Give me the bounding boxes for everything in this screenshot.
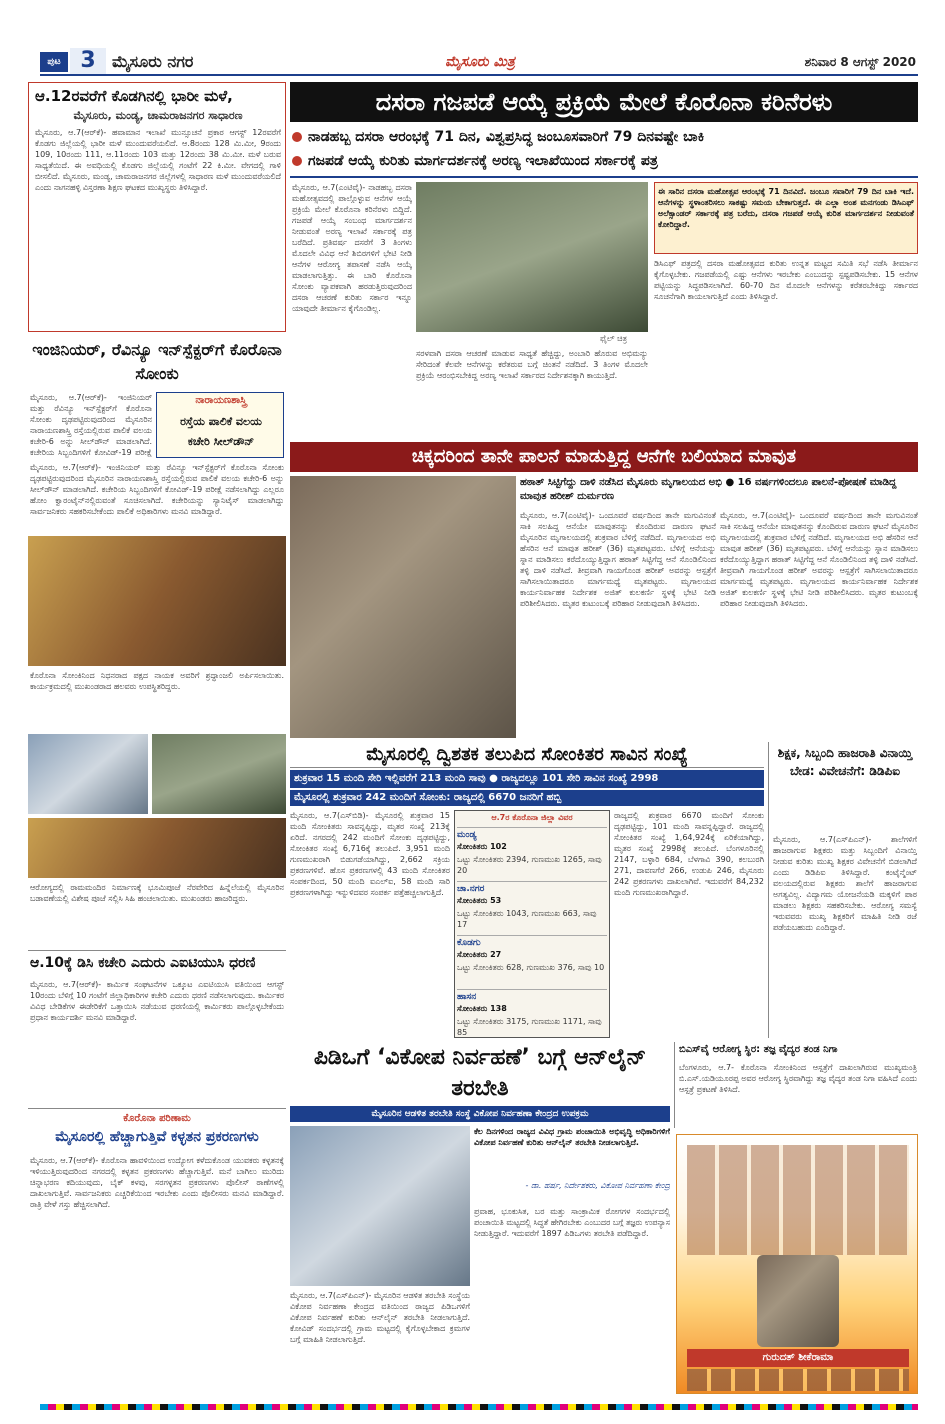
bullet-icon <box>292 132 302 142</box>
pdo-quote-author: - ಡಾ. ಹರ್ಷ, ನಿರ್ದೇಶಕರು, ವಿಕೋಪ ನಿರ್ವಹಣಾ ಕೇಂದ್ರ <box>525 1181 670 1190</box>
subhead: ಮೈಸೂರು, ಮಂಡ್ಯ, ಚಾಮರಾಜನಗರ ಸಾಧಾರಣ <box>73 109 243 122</box>
story-body: ಮೈಸೂರು, ಆ.7(ಎಸ್‌ಪಿಎನ್)- ಶಾಲೆಗಳಿಗೆ ಹಾಜರಾಗುವ ಶಿಕ್ಷಕರು ಮತ್ತು ಸಿಬ್ಬಂದಿಗೆ ವಿನಾಯ್ತಿ ನೀಡುವ ಕುರಿತು ಮುಖ್ಯ ಶಿಕ್ಷಕರ ವಿವೇಚನೆಗೆ ಬಿಡಲಾಗಿದೆ ಎಂದು ಡಿಡಿಪಿಐ ತಿಳಿಸಿದ್ದಾರೆ. ಕಂಟೈನ್ಮೆಂಟ್ ವಲಯದಲ್ಲಿರುವ ಶಿಕ್ಷಕರು ಶಾಲೆಗೆ ಹಾಜರಾಗುವ ಅಗತ್ಯವಿಲ್ಲ. ವಿದ್ಯಾಗಮ ಯೋಜನೆಯಡಿ ಮಕ್ಕಳಿಗೆ ಪಾಠ ಮಾಡಲು ಶಿಕ್ಷಕರು ಸಹಕರಿಸಬೇಕು. ಆರೋಗ್ಯ ಸಮಸ್ಯೆ ಇರುವವರು ಮುಖ್ಯ ಶಿಕ್ಷಕರಿಗೆ ಮಾಹಿತಿ ನೀಡಿ ರಜೆ ಪಡೆಯಬಹುದು ಎಂದಿದ್ದಾರೆ. <box>773 835 917 932</box>
district-name: ಚಾ.ನಗರ <box>457 884 485 894</box>
photo-ram-mandir-1 <box>28 734 148 814</box>
headline: ಬಿಎಸ್‌ವೈ ಆರೋಗ್ಯ ಸ್ಥಿರ: ತಜ್ಞ ವೈದ್ಯರ ತಂಡ ನಿಗಾ <box>679 1044 838 1055</box>
story-theft <box>28 1108 286 1388</box>
district-row <box>457 935 607 987</box>
left-column <box>28 80 286 1390</box>
bullet-icon <box>292 156 302 166</box>
deaths-strip-1: ಶುಕ್ರವಾರ 15 ಮಂದಿ ಸೇರಿ ಇಲ್ಲಿವರೆಗೆ 213 ಮಂದಿ ಸಾವು ● ರಾಜ್ಯದಲ್ಲೂ 101 ಸೇರಿ ಸಾವಿನ ಸಂಖ್ಯೆ 2998 <box>290 770 764 788</box>
district-name: ಕೊಡಗು <box>457 938 481 948</box>
box-line-2: ಕಚೇರಿ ಸೀಲ್‌ಡೌನ್ <box>187 435 255 448</box>
district-detail: ಒಟ್ಟು ಸೋಂಕಿತರು 2394, ಗುಣಮುಖ 1265, ಸಾವು 20 <box>457 855 602 875</box>
story-body: ಬೆಂಗಳೂರು, ಆ.7- ಕೊರೊನಾ ಸೋಂಕಿನಿಂದ ಆಸ್ಪತ್ರೆಗೆ ದಾಖಲಾಗಿರುವ ಮುಖ್ಯಮಂತ್ರಿ ಬಿ.ಎಸ್.ಯಡಿಯೂರಪ್ಪ ಅವರ ಆರೋಗ್ಯ ಸ್ಥಿರವಾಗಿದ್ದು ತಜ್ಞ ವೈದ್ಯರ ತಂಡ ನಿಗಾ ವಹಿಸಿದೆ ಎಂದು ಆಸ್ಪತ್ರೆ ಪ್ರಕಟಣೆ ತಿಳಿಸಿದೆ. <box>679 1063 917 1094</box>
district-detail: ಒಟ್ಟು ಸೋಂಕಿತರು 1043, ಗುಣಮುಖ 663, ಸಾವು 17 <box>457 909 597 929</box>
deaths-body: ಮೈಸೂರು, ಆ.7(ಎಸ್‌ಬಿಡಿ)- ಮೈಸೂರಲ್ಲಿ ಶುಕ್ರವಾರ 15 ಮಂದಿ ಸೋಂಕಿತರು ಸಾವನ್ನಪ್ಪಿದ್ದು, ಮೃತರ ಸಂಖ್ಯೆ 213ಕ್ಕೆ ಏರಿದೆ. ನಗರದಲ್ಲಿ 242 ಮಂದಿಗೆ ಸೋಂಕು ದೃಢಪಟ್ಟಿದ್ದು, ಸೋಂಕಿತರ ಸಂಖ್ಯೆ 6,716ಕ್ಕೆ ತಲುಪಿದೆ. 3,951 ಮಂದಿ ಗುಣಮುಖರಾಗಿ ಬಿಡುಗಡೆಯಾಗಿದ್ದು, 2,662 ಸಕ್ರಿಯ ಪ್ರಕರಣಗಳಿವೆ. ಹೊಸ ಪ್ರಕರಣಗಳಲ್ಲಿ 43 ಮಂದಿ ಸೋಂಕಿತರ ಸಂಪರ್ಕದಿಂದ, 50 ಮಂದಿ ಐಎಲ್‌ಐ, 58 ಮಂದಿ ಸಾರಿ ಪ್ರಕರಣಗಳಾಗಿದ್ದು ಇನ್ನುಳಿದವರ ಸಂಪರ್ಕ ಪತ್ತೆಹಚ್ಚಲಾಗುತ್ತಿದೆ. <box>290 811 450 897</box>
box-line-1: ರಸ್ತೆಯ ಪಾಲಿಕೆ ವಲಯ <box>180 415 262 428</box>
district-name: ಮಂಡ್ಯ <box>457 830 477 840</box>
mahout-body-2: ಮೈಸೂರು, ಆ.7(ಎಂಟಿವೈ)- ಒಂದೂವರೆ ವರ್ಷದಿಂದ ತಾನೇ ಮಗುವಿನಂತೆ ಸಾಕಿ ಸಲಹಿದ್ದ ಆನೆಯೇ ಮಾವುತನನ್ನು ಕೊಂದಿರುವ ದಾರುಣ ಘಟನೆ ಮೈಸೂರಿನ ಮೃಗಾಲಯದಲ್ಲಿ ಶುಕ್ರವಾರ ಬೆಳಿಗ್ಗೆ ನಡೆದಿದೆ. ಮೃಗಾಲಯದ ಅಭಿ ಹೆಸರಿನ ಆನೆ ಮಾವುತ ಹರೀಶ್ (36) ಮೃತಪಟ್ಟವರು. ಬೆಳಿಗ್ಗೆ ಆನೆಯನ್ನು ಸ್ನಾನ ಮಾಡಿಸಲು ಕರೆದೊಯ್ಯುತ್ತಿದ್ದಾಗ ಹಠಾತ್ ಸಿಟ್ಟಿಗೆದ್ದ ಆನೆ ಸೊಂಡಿಲಿನಿಂದ ತಳ್ಳಿ ದಾಳಿ ನಡೆಸಿದೆ. ತೀವ್ರವಾಗಿ ಗಾಯಗೊಂಡ ಹರೀಶ್ ಅವರನ್ನು ಆಸ್ಪತ್ರೆಗೆ ಸಾಗಿಸಲಾಯಿತಾದರೂ ಮಾರ್ಗಮಧ್ಯೆ ಮೃತಪಟ್ಟರು. ಮೃಗಾಲಯದ ಕಾರ್ಯನಿರ್ವಾಹಕ ನಿರ್ದೇಶಕ ಅಜಿತ್ ಕುಲಕರ್ಣಿ ಸ್ಥಳಕ್ಕೆ ಭೇಟಿ ನೀಡಿ ಪರಿಶೀಲಿಸಿದರು. ಮೃತರ ಕುಟುಂಬಕ್ಕೆ ಪರಿಹಾರ ನೀಡುವುದಾಗಿ ತಿಳಿಸಿದರು. <box>720 511 918 608</box>
lead-photo-caption: ಫೈಲ್ ಚಿತ್ರ <box>600 334 628 343</box>
strip-text-1: ಶುಕ್ರವಾರ 15 ಮಂದಿ ಸೇರಿ ಇಲ್ಲಿವರೆಗೆ 213 ಮಂದಿ ಸಾವು <box>294 773 486 784</box>
story-bsy <box>674 1042 918 1128</box>
headline: ಶಿಕ್ಷಕ, ಸಿಬ್ಬಂದಿ ಹಾಜರಾತಿ ವಿನಾಯ್ತಿ ಬೇಡ: ವಿವೇಚನೆಗೆ: ಡಿಡಿಪಿಐ <box>777 746 913 778</box>
pdo-body-right: ಪ್ರವಾಹ, ಭೂಕುಸಿತ, ಬರ ಮತ್ತು ಸಾಂಕ್ರಾಮಿಕ ರೋಗಗಳ ಸಂದರ್ಭದಲ್ಲಿ ಪಂಚಾಯಿತಿ ಮಟ್ಟದಲ್ಲಿ ಸಿದ್ಧತೆ ಹೇಗಿರಬೇಕು ಎಂಬುದರ ಬಗ್ಗೆ ತಜ್ಞರು ಉಪನ್ಯಾಸ ನೀಡುತ್ತಿದ್ದಾರೆ. ಇದುವರೆಗೆ 1897 ಪಿಡಿಒಗಳು ತರಬೇತಿ ಪಡೆದಿದ್ದಾರೆ. <box>474 1207 670 1238</box>
pdo-headline: ಪಿಡಿಒಗೆ ‘ವಿಕೋಪ ನಿರ್ವಹಣೆ’ ಬಗ್ಗೆ ಆನ್‌ಲೈನ್ ತರಬೇತಿ <box>313 1045 647 1101</box>
story-ddpi <box>768 742 918 1038</box>
story-aituc <box>28 950 286 1100</box>
table-title: ಆ.7ರ ಕೊರೊನಾ ಜಿಲ್ಲಾ ವಿವರ <box>491 813 573 822</box>
story-body: ಮೈಸೂರು, ಆ.7(ಆರ್‌ಕೆ)- ಹವಾಮಾನ ಇಲಾಖೆ ಮುನ್ಸೂಚನೆ ಪ್ರಕಾರ ಆಗಸ್ಟ್ 12ರವರೆಗೆ ಕೊಡಗು ಜಿಲ್ಲೆಯಲ್ಲಿ ಭಾರೀ ಮಳೆ ಮುಂದುವರೆಯಲಿದೆ. ಆ.8ರಂದು 128 ಮಿ.ಮೀ, 9ರಂದು 109, 10ರಂದು 111, ಆ.11ರಂದು 103 ಮತ್ತು 12ರಂದು 38 ಮಿ.ಮೀ. ಮಳೆ ಬರುವ ಸಾಧ್ಯತೆಯಿದೆ. ಈ ಅವಧಿಯಲ್ಲಿ ಕೊಡಗು ಜಿಲ್ಲೆಯಲ್ಲಿ ಗಂಟೆಗೆ 22 ಕಿ.ಮೀ. ವೇಗದಲ್ಲಿ ಗಾಳಿ ಬೀಸಲಿದೆ. ಮೈಸೂರು, ಮಂಡ್ಯ, ಚಾಮರಾಜನಗರ ಜಿಲ್ಲೆಗಳಲ್ಲಿ ಸಾಧಾರಣ ಮಳೆ ಮುಂದುವರೆಯಲಿದೆ ಎಂದು ನಾಗನಹಳ್ಳಿ ವಿಸ್ತರಣಾ ಶಿಕ್ಷಣ ಘಟಕದ ಮುಖ್ಯಸ್ಥರು ತಿಳಿಸಿದ್ದಾರೆ. <box>35 128 281 192</box>
lead-body-right: ಡಿಸಿಎಫ್ ಪತ್ರದಲ್ಲಿ ದಸರಾ ಮಹೋತ್ಸವದ ಕುರಿತು ಉನ್ನತ ಮಟ್ಟದ ಸಮಿತಿ ಸಭೆ ನಡೆಸಿ ತೀರ್ಮಾನ ಕೈಗೊಳ್ಳಬೇಕು. ಗಜಪಡೆಯಲ್ಲಿ ಎಷ್ಟು ಆನೆಗಳು ಇರಬೇಕು ಎಂಬುದನ್ನು ಸ್ಪಷ್ಟಪಡಿಸಬೇಕು. 15 ಆನೆಗಳ ಪಟ್ಟಿಯನ್ನು ಸಿದ್ಧಪಡಿಸಲಾಗಿದೆ. 60-70 ದಿನ ಮೊದಲೇ ಆನೆಗಳನ್ನು ಕರೆತರಬೇಕಿದ್ದು ಸರ್ಕಾರದ ಸೂಚನೆಗಾಗಿ ಕಾಯಲಾಗುತ್ತಿದೆ ಎಂದು ತಿಳಿಸಿದ್ದಾರೆ. <box>654 259 918 301</box>
mahout-body-1: ಮೈಸೂರು, ಆ.7(ಎಂಟಿವೈ)- ಒಂದೂವರೆ ವರ್ಷದಿಂದ ತಾನೇ ಮಗುವಿನಂತೆ ಸಾಕಿ ಸಲಹಿದ್ದ ಆನೆಯೇ ಮಾವುತನನ್ನು ಕೊಂದಿರುವ ದಾರುಣ ಘಟನೆ ಮೈಸೂರಿನ ಮೃಗಾಲಯದಲ್ಲಿ ಶುಕ್ರವಾರ ಬೆಳಿಗ್ಗೆ ನಡೆದಿದೆ. ಮೃಗಾಲಯದ ಅಭಿ ಹೆಸರಿನ ಆನೆ ಮಾವುತ ಹರೀಶ್ (36) ಮೃತಪಟ್ಟವರು. ಬೆಳಿಗ್ಗೆ ಆನೆಯನ್ನು ಸ್ನಾನ ಮಾಡಿಸಲು ಕರೆದೊಯ್ಯುತ್ತಿದ್ದಾಗ ಹಠಾತ್ ಸಿಟ್ಟಿಗೆದ್ದ ಆನೆ ಸೊಂಡಿಲಿನಿಂದ ತಳ್ಳಿ ದಾಳಿ ನಡೆಸಿದೆ. ತೀವ್ರವಾಗಿ ಗಾಯಗೊಂಡ ಹರೀಶ್ ಅವರನ್ನು ಆಸ್ಪತ್ರೆಗೆ ಸಾಗಿಸಲಾಯಿತಾದರೂ ಮಾರ್ಗಮಧ್ಯೆ ಮೃತಪಟ್ಟರು. ಮೃಗಾಲಯದ ಕಾರ್ಯನಿರ್ವಾಹಕ ನಿರ್ದೇಶಕ ಅಜಿತ್ ಕುಲಕರ್ಣಿ ಸ್ಥಳಕ್ಕೆ ಭೇಟಿ ನೀಡಿ ಪರಿಶೀಲಿಸಿದರು. ಮೃತರ ಕುಟುಂಬಕ್ಕೆ ಪರಿಹಾರ ನೀಡುವುದಾಗಿ ತಿಳಿಸಿದರು. <box>520 511 716 608</box>
mahout-photo <box>290 476 516 738</box>
masthead <box>40 48 918 76</box>
info-box <box>156 392 284 458</box>
district-row <box>457 827 607 879</box>
story-body-cont: ಮೈಸೂರು, ಆ.7(ಆರ್‌ಕೆ)- ಇಂಜಿನಿಯರ್ ಮತ್ತು ರೆವಿನ್ಯೂ ಇನ್‌ಸ್ಪೆಕ್ಟರ್‌ಗೆ ಕೊರೊನಾ ಸೋಂಕು ದೃಢಪಟ್ಟಿರುವುದರಿಂದ ಮೈಸೂರಿನ ನಾರಾಯಣಶಾಸ್ತ್ರಿ ರಸ್ತೆಯಲ್ಲಿರುವ ಪಾಲಿಕೆ ವಲಯ ಕಚೇರಿ-6 ಅನ್ನು ಸೀಲ್‌ಡೌನ್ ಮಾಡಲಾಗಿದೆ. ಕಚೇರಿಯ ಸಿಬ್ಬಂದಿಗಳಿಗೆ ಕೋವಿಡ್-19 ಪರೀಕ್ಷೆ ನಡೆಸಲಾಗಿದ್ದು ಎಲ್ಲರೂ ಹೋಂ ಕ್ವಾರಂಟೈನ್‌ನಲ್ಲಿರುವಂತೆ ಸೂಚಿಸಲಾಗಿದೆ. ಕಚೇರಿಯನ್ನು ಸ್ಯಾನಿಟೈಸ್ ಮಾಡಲಾಗಿದ್ದು ಸಾರ್ವಜನಿಕರು ಸಹಕರಿಸಬೇಕೆಂದು ಪಾಲಿಕೆ ಅಧಿಕಾರಿಗಳು ಮನವಿ ಮಾಡಿದ್ದಾರೆ. <box>30 463 284 516</box>
district-detail: ಒಟ್ಟು ಸೋಂಕಿತರು 628, ಗುಣಮುಖ 376, ಸಾವು 10 <box>457 963 605 972</box>
photo-caption: ಆರೋಗ್ಯದಲ್ಲಿ ರಾಮಮಂದಿರ ನಿರ್ಮಾಣಕ್ಕೆ ಭೂಮಿಪೂಜೆ ನೆರವೇರಿದ ಹಿನ್ನೆಲೆಯಲ್ಲಿ ಮೈಸೂರಿನ ಬಡಾವಣೆಯಲ್ಲಿ ವಿಶೇಷ ಪೂಜೆ ಸಲ್ಲಿಸಿ ಸಿಹಿ ಹಂಚಲಾಯಿತು. ಮುಖಂಡರು ಹಾಜರಿದ್ದರು. <box>30 883 284 903</box>
story-body: ಮೈಸೂರು, ಆ.7(ಆರ್‌ಕೆ)- ಕಾರ್ಮಿಕ ಸಂಘಟನೆಗಳ ಒಕ್ಕೂಟ ಎಐಟಿಯುಸಿ ವತಿಯಿಂದ ಆಗಸ್ಟ್ 10ರಂದು ಬೆಳಿಗ್ಗೆ 10 ಗಂಟೆಗೆ ಜಿಲ್ಲಾಧಿಕಾರಿಗಳ ಕಚೇರಿ ಎದುರು ಧರಣಿ ನಡೆಸಲಾಗುವುದು. ಕಾರ್ಮಿಕರ ವಿವಿಧ ಬೇಡಿಕೆಗಳ ಈಡೇರಿಕೆಗೆ ಒತ್ತಾಯಿಸಿ ನಡೆಯುವ ಧರಣಿಯಲ್ಲಿ ಕಾರ್ಮಿಕರು ಪಾಲ್ಗೊಳ್ಳಬೇಕೆಂದು ಪ್ರಧಾನ ಕಾರ್ಯದರ್ಶಿ ಮನವಿ ಮಾಡಿದ್ದಾರೆ. <box>30 980 284 1022</box>
bullet-text: ನಾಡಹಬ್ಬ ದಸರಾ ಆರಂಭಕ್ಕೆ 71 ದಿನ, ವಿಶ್ವಪ್ರಸಿದ್ಧ ಜಂಬೂಸವಾರಿಗೆ 79 ದಿನವಷ್ಟೇ ಬಾಕಿ <box>308 129 705 145</box>
bullet-text: ಗಜಪಡೆ ಆಯ್ಕೆ ಕುರಿತು ಮಾರ್ಗದರ್ಶನಕ್ಕೆ ಅರಣ್ಯ ಇಲಾಖೆಯಿಂದ ಸರ್ಕಾರಕ್ಕೆ ಪತ್ರ <box>308 153 658 169</box>
paper-name: ಮೈಸೂರು ಮಿತ್ರ <box>445 54 515 70</box>
lead-photo-elephants <box>416 182 648 332</box>
advert-main-portrait <box>757 1255 839 1347</box>
deaths-body-right: ರಾಜ್ಯದಲ್ಲಿ ಶುಕ್ರವಾರ 6670 ಮಂದಿಗೆ ಸೋಂಕು ದೃಢಪಟ್ಟಿದ್ದು, 101 ಮಂದಿ ಸಾವನ್ನಪ್ಪಿದ್ದಾರೆ. ರಾಜ್ಯದಲ್ಲಿ ಸೋಂಕಿತರ ಸಂಖ್ಯೆ 1,64,924ಕ್ಕೆ ಏರಿಕೆಯಾಗಿದ್ದು, ಮೃತರ ಸಂಖ್ಯೆ 2998ಕ್ಕೆ ತಲುಪಿದೆ. ಬೆಂಗಳೂರಿನಲ್ಲಿ 2147, ಬಳ್ಳಾರಿ 684, ಬೆಳಗಾವಿ 390, ಕಲಬುರಗಿ 271, ದಾವಣಗೆರೆ 266, ಉಡುಪಿ 246, ಮೈಸೂರು 242 ಪ್ರಕರಣಗಳು ದಾಖಲಾಗಿವೆ. ಇದುವರೆಗೆ 84,232 ಮಂದಿ ಗುಣಮುಖರಾಗಿದ್ದಾರೆ. <box>614 811 764 897</box>
deaths-strip-2: ಮೈಸೂರಲ್ಲಿ ಶುಕ್ರವಾರ 242 ಮಂದಿಗೆ ಸೋಂಕು: ರಾಜ್ಯದಲ್ಲಿ 6670 ಜನರಿಗೆ ಹಬ್ಬಿ <box>290 790 764 806</box>
district-new: ಸೋಂಕಿತರು 138 <box>457 1004 507 1013</box>
advert-banner: ಗುರುದತ್ ಶೀಕೆರಾಮಾ <box>687 1349 909 1367</box>
headline: ಇಂಜಿನಿಯರ್, ರೆವಿನ್ಯೂ ಇನ್‌ಸ್ಪೆಕ್ಟರ್‌ಗೆ ಕೊರೊನಾ ಸೋಂಕು <box>32 340 282 383</box>
lead-sidebar: ಈ ಸಾರಿನ ದಸರಾ ಮಹೋತ್ಸವ ಆರಂಭಕ್ಕೆ 71 ದಿನವಿದೆ. ಜಂಬೂ ಸವಾರಿಗೆ 79 ದಿನ ಬಾಕಿ ಇದೆ. ಆನೆಗಳನ್ನು ಸ್ಥಳಾಂತರಿಸಲು ಸಾಕಷ್ಟು ಸಮಯ ಬೇಕಾಗುತ್ತದೆ. ಈ ಎಲ್ಲಾ ಅಂಶ ಮನಗಂಡು ಡಿಸಿಎಫ್ ಅಲೆಕ್ಸಾಂಡರ್ ಸರ್ಕಾರಕ್ಕೆ ಪತ್ರ ಬರೆದು, ದಸರಾ ಗಜಪಡೆ ಆಯ್ಕೆ ಕುರಿತ ಮಾರ್ಗದರ್ಶನ ನೀಡುವಂತೆ ಕೋರಿದ್ದಾರೆ. <box>654 182 918 254</box>
lead-bullet-2 <box>292 150 916 172</box>
district-detail: ಒಟ್ಟು ಸೋಂಕಿತರು 3175, ಗುಣಮುಖ 1171, ಸಾವು 85 <box>457 1017 602 1037</box>
district-new: ಸೋಂಕಿತರು 53 <box>457 896 502 905</box>
issue-date: ಶನಿವಾರ 8 ಆಗಸ್ಟ್ 2020 <box>804 55 916 69</box>
pdo-body-left: ಮೈಸೂರು, ಆ.7(ಎಸ್‌ಪಿಎನ್)- ಮೈಸೂರಿನ ಆಡಳಿತ ತರಬೇತಿ ಸಂಸ್ಥೆಯ ವಿಕೋಪ ನಿರ್ವಹಣಾ ಕೇಂದ್ರದ ವತಿಯಿಂದ ರಾಜ್ಯದ ಪಿಡಿಒಗಳಿಗೆ ವಿಕೋಪ ನಿರ್ವಹಣೆ ಕುರಿತು ಆನ್‌ಲೈನ್ ತರಬೇತಿ ನೀಡಲಾಗುತ್ತಿದೆ. ಕೋವಿಡ್ ಸಂದರ್ಭದಲ್ಲಿ ಗ್ರಾಮ ಮಟ್ಟದಲ್ಲಿ ಕೈಗೊಳ್ಳಬೇಕಾದ ಕ್ರಮಗಳ ಬಗ್ಗೆ ಮಾಹಿತಿ ನೀಡಲಾಗುತ್ತಿದೆ. <box>290 1291 470 1344</box>
lead-bullet-1 <box>292 126 916 148</box>
story-body: ಮೈಸೂರು, ಆ.7(ಆರ್‌ಕೆ)- ಕೊರೊನಾ ಹಾವಳಿಯಿಂದ ಉದ್ಯೋಗ ಕಳೆದುಕೊಂಡ ಯುವಕರು ಕಳ್ಳತನಕ್ಕೆ ಇಳಿಯುತ್ತಿರುವುದರಿಂದ ನಗರದಲ್ಲಿ ಕಳ್ಳತನ ಪ್ರಕರಣಗಳು ಹೆಚ್ಚಾಗುತ್ತಿವೆ. ಮನೆ ಬಾಗಿಲು ಮುರಿದು ಚಿನ್ನಾಭರಣ ಕದಿಯುವುದು, ಬೈಕ್ ಕಳವು, ಸರಗಳ್ಳತನ ಪ್ರಕರಣಗಳು ಪೊಲೀಸ್ ಠಾಣೆಗಳಲ್ಲಿ ದಾಖಲಾಗುತ್ತಿವೆ. ಸಾರ್ವಜನಿಕರು ಎಚ್ಚರಿಕೆಯಿಂದ ಇರಬೇಕು ಎಂದು ಪೊಲೀಸರು ಮನವಿ ಮಾಡಿದ್ದಾರೆ. ರಾತ್ರಿ ವೇಳೆ ಗಸ್ತು ಹೆಚ್ಚಿಸಲಾಗಿದೆ. <box>30 1156 284 1209</box>
photo-ram-mandir-2 <box>152 734 286 814</box>
headline: ಆ.12ರವರೆಗೆ ಕೊಡಗಿನಲ್ಲಿ ಭಾರೀ ಮಳೆ, <box>35 87 233 105</box>
advert-portraits <box>687 1145 909 1255</box>
kicker: ಕೊರೊನಾ ಪರಿಣಾಮ <box>123 1113 191 1124</box>
district-row <box>457 881 607 933</box>
mahout-lead-line: ಹಠಾತ್ ಸಿಟ್ಟಿಗೆದ್ದು ದಾಳಿ ನಡೆಸಿದ ಮೈಸೂರು ಮೃಗಾಲಯದ ಅಭಿ ● 16 ವರ್ಷಗಳಿಂದಲೂ ಪಾಲನೆ-ಪೋಷಣೆ ಮಾಡಿದ್ದ ಮಾವುತ ಹರೀಶ್ ದುರ್ಮರಣ <box>520 477 897 502</box>
strip-text-2: ರಾಜ್ಯದಲ್ಲೂ 101 ಸೇರಿ ಸಾವಿನ ಸಂಖ್ಯೆ 2998 <box>501 773 659 784</box>
district-table <box>454 810 610 1038</box>
lead-divider <box>290 176 918 178</box>
photo-caption: ಕೊರೊನಾ ಸೋಂಕಿನಿಂದ ನಿಧನರಾದ ಪಕ್ಷದ ನಾಯಕ ಅವರಿಗೆ ಶ್ರದ್ಧಾಂಜಲಿ ಅರ್ಪಿಸಲಾಯಿತು. ಕಾರ್ಯಕ್ರಮದಲ್ಲಿ ಮುಖಂಡರಾದ ಹಲವರು ಉಪಸ್ಥಿತರಿದ್ದರು. <box>30 671 284 691</box>
photo-ram-mandir-3 <box>28 818 286 878</box>
lead-headline: ದಸರಾ ಗಜಪಡೆ ಆಯ್ಕೆ ಪ್ರಕ್ರಿಯೆ ಮೇಲೆ ಕೊರೊನಾ ಕರಿನೆರಳು <box>290 82 918 122</box>
registration-strip <box>40 1404 918 1410</box>
district-row <box>457 989 607 1037</box>
advert-footer-portraits <box>687 1369 909 1391</box>
mahout-headline: ಚಿಕ್ಕದರಿಂದ ತಾನೇ ಪಾಲನೆ ಮಾಡುತ್ತಿದ್ದ ಆನೆಗೇ ಬಲಿಯಾದ ಮಾವುತ <box>290 442 918 472</box>
advert <box>676 1134 918 1394</box>
story-rain <box>28 82 286 332</box>
headline: ಆ.10ಕ್ಕೆ ಡಿಸಿ ಕಚೇರಿ ಎದುರು ಎಐಟಿಯುಸಿ ಧರಣಿ <box>30 955 256 971</box>
deaths-headline: ಮೈಸೂರಲ್ಲಿ ದ್ವಿಶತಕ ತಲುಪಿದ ಸೋಂಕಿತರ ಸಾವಿನ ಸಂಖ್ಯೆ <box>290 742 764 768</box>
pdo-strip: ಮೈಸೂರಿನ ಆಡಳಿತ ತರಬೇತಿ ಸಂಸ್ಥೆ ವಿಕೋಪ ನಿರ್ವಹಣಾ ಕೇಂದ್ರದ ಉಪಕ್ರಮ <box>290 1106 670 1122</box>
box-name: ನಾರಾಯಣಶಾಸ್ತ್ರಿ <box>195 395 247 406</box>
lead-body-left: ಮೈಸೂರು, ಆ.7(ಎಂಟಿವೈ)- ನಾಡಹಬ್ಬ ದಸರಾ ಮಹೋತ್ಸವದಲ್ಲಿ ಪಾಲ್ಗೊಳ್ಳುವ ಆನೆಗಳ ಆಯ್ಕೆ ಪ್ರಕ್ರಿಯೆ ಮೇಲೆ ಕೊರೊನಾ ಕರಿನೆರಳು ಬಿದ್ದಿದೆ. ಗಜಪಡೆ ಆಯ್ಕೆ ಸಂಬಂಧ ಮಾರ್ಗದರ್ಶನ ನೀಡುವಂತೆ ಅರಣ್ಯ ಇಲಾಖೆ ಸರ್ಕಾರಕ್ಕೆ ಪತ್ರ ಬರೆದಿದೆ. ಪ್ರತಿವರ್ಷ ದಸರೆಗೆ 3 ತಿಂಗಳು ಮೊದಲೇ ವಿವಿಧ ಆನೆ ಶಿಬಿರಗಳಿಗೆ ಭೇಟಿ ನೀಡಿ ಆನೆಗಳ ಆರೋಗ್ಯ ತಪಾಸಣೆ ನಡೆಸಿ ಆಯ್ಕೆ ಮಾಡಲಾಗುತ್ತಿತ್ತು. ಈ ಬಾರಿ ಕೊರೊನಾ ಸೋಂಕು ವ್ಯಾಪಕವಾಗಿ ಹರಡುತ್ತಿರುವುದರಿಂದ ದಸರಾ ಆಚರಣೆ ಕುರಿತು ಸರ್ಕಾರ ಇನ್ನೂ ಯಾವುದೇ ತೀರ್ಮಾನ ಕೈಗೊಂಡಿಲ್ಲ. <box>292 183 412 313</box>
story-body: ಮೈಸೂರು, ಆ.7(ಆರ್‌ಕೆ)- ಇಂಜಿನಿಯರ್ ಮತ್ತು ರೆವಿನ್ಯೂ ಇನ್‌ಸ್ಪೆಕ್ಟರ್‌ಗೆ ಕೊರೊನಾ ಸೋಂಕು ದೃಢಪಟ್ಟಿರುವುದರಿಂದ ಮೈಸೂರಿನ ನಾರಾಯಣಶಾಸ್ತ್ರಿ ರಸ್ತೆಯಲ್ಲಿರುವ ಪಾಲಿಕೆ ವಲಯ ಕಚೇರಿ-6 ಅನ್ನು ಸೀಲ್‌ಡೌನ್ ಮಾಡಲಾಗಿದೆ. ಕಚೇರಿಯ ಸಿಬ್ಬಂದಿಗಳಿಗೆ ಕೋವಿಡ್-19 ಪರೀಕ್ಷೆ <box>30 393 152 457</box>
headline: ಮೈಸೂರಲ್ಲಿ ಹೆಚ್ಚಾಗುತ್ತಿವೆ ಕಳ್ಳತನ ಪ್ರಕರಣಗಳು <box>55 1129 259 1145</box>
photo-tribute <box>28 536 286 666</box>
district-new: ಸೋಂಕಿತರು 102 <box>457 842 507 851</box>
page-number: 3 <box>70 48 106 74</box>
district-name: ಹಾಸನ <box>457 992 477 1002</box>
section-name: ಮೈಸೂರು ನಗರ <box>112 52 194 71</box>
page-label: ಪುಟ <box>40 52 68 72</box>
district-new: ಸೋಂಕಿತರು 27 <box>457 950 502 959</box>
pdo-photo <box>290 1126 470 1286</box>
lead-body-mid: ಸರಳವಾಗಿ ದಸರಾ ಆಚರಣೆ ಮಾಡುವ ಸಾಧ್ಯತೆ ಹೆಚ್ಚಿದ್ದು, ಅಂಬಾರಿ ಹೊರುವ ಅಭಿಮನ್ಯು ಸೇರಿದಂತೆ ಕೆಲವೇ ಆನೆಗಳನ್ನು ಕರೆತರುವ ಬಗ್ಗೆ ಚಿಂತನೆ ನಡೆದಿದೆ. 3 ತಿಂಗಳ ಮೊದಲೇ ಪ್ರಕ್ರಿಯೆ ಆರಂಭಿಸಬೇಕಿದ್ದ ಅರಣ್ಯ ಇಲಾಖೆ ಸರ್ಕಾರದ ನಿರ್ದೇಶನಕ್ಕಾಗಿ ಕಾಯುತ್ತಿದೆ. <box>416 349 648 380</box>
pdo-quote: ಕೆಲ ದಿನಗಳಿಂದ ರಾಜ್ಯದ ವಿವಿಧ ಗ್ರಾಮ ಪಂಚಾಯಿತಿ ಅಭಿವೃದ್ಧಿ ಅಧಿಕಾರಿಗಳಿಗೆ ವಿಕೋಪ ನಿರ್ವಹಣೆ ಕುರಿತು ಆನ್‌ಲೈನ್ ತರಬೇತಿ ನೀಡಲಾಗುತ್ತಿದೆ. <box>474 1127 670 1147</box>
